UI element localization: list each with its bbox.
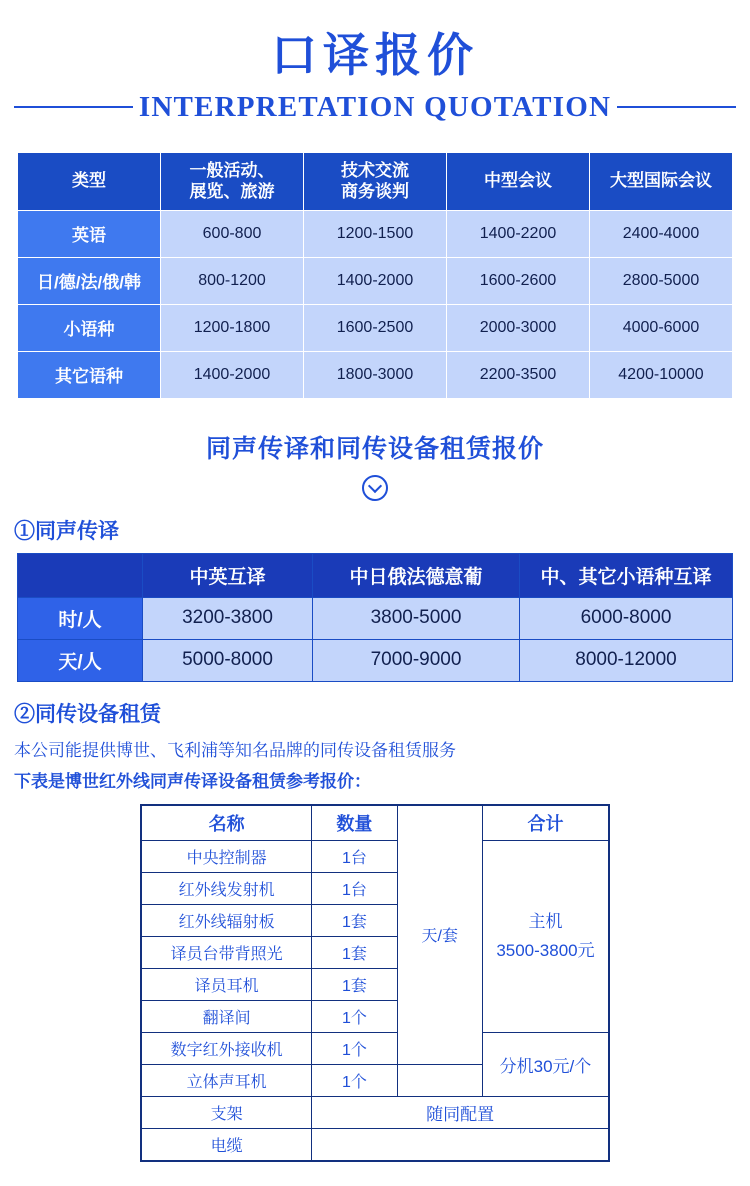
cell-value: 2000-3000 (447, 304, 590, 351)
col-header-zh-minor: 中、其它小语种互译 (520, 553, 733, 597)
table-row (18, 210, 733, 257)
col-header-total: 合计 (482, 805, 609, 841)
page-subtitle: INTERPRETATION QUOTATION (138, 90, 612, 123)
item-qty: 1台 (312, 841, 397, 873)
cell-value: 600-800 (161, 210, 304, 257)
cell-value: 7000-9000 (313, 639, 520, 681)
cell-value: 2400-4000 (590, 210, 733, 257)
simultaneous-price-table (17, 553, 733, 682)
col-header-type: 类型 (18, 152, 161, 210)
cell-value: 3800-5000 (313, 597, 520, 639)
section-title: 同声传译和同传设备租赁报价 (205, 434, 544, 463)
item-qty: 1个 (312, 1065, 397, 1097)
item-name: 译员耳机 (141, 969, 312, 1001)
table-header-row (141, 805, 609, 841)
cell-value: 1400-2000 (304, 257, 447, 304)
table-row (18, 257, 733, 304)
col-header-name: 名称 (141, 805, 312, 841)
row-label: 小语种 (18, 304, 161, 351)
chevron-down-circle-icon (362, 475, 388, 501)
table-row (18, 304, 733, 351)
equipment-price-table (140, 804, 610, 1162)
cell-value: 2200-3500 (447, 351, 590, 398)
interpretation-price-table (17, 152, 733, 399)
item-name: 支架 (141, 1097, 312, 1129)
item-qty: 1套 (312, 905, 397, 937)
col-header-zh-multi: 中日俄法德意葡 (313, 553, 520, 597)
col-header-medium-conference: 中型会议 (447, 152, 590, 210)
table-row (18, 597, 733, 639)
item-name: 红外线辐射板 (141, 905, 312, 937)
cell-value: 4000-6000 (590, 304, 733, 351)
item-name: 数字红外接收机 (141, 1033, 312, 1065)
divider-left (14, 106, 133, 108)
item-name: 译员台带背照光 (141, 937, 312, 969)
cell-value: 2800-5000 (590, 257, 733, 304)
equipment-note-2: 下表是博世红外线同声传译设备租赁参考报价： (14, 771, 371, 791)
table-row (141, 1033, 609, 1065)
item-name: 电缆 (141, 1129, 312, 1161)
cell-value: 1200-1500 (304, 210, 447, 257)
item-value (312, 1129, 609, 1161)
item-value: 随同配置 (312, 1097, 609, 1129)
equipment-note-1: 本公司能提供博世、飞利浦等知名品牌的同传设备租赁服务 (14, 740, 456, 760)
col-header-large-conference: 大型国际会议 (590, 152, 733, 210)
cell-value: 5000-8000 (143, 639, 313, 681)
item-name: 立体声耳机 (141, 1065, 312, 1097)
total-sub: 分机30元/个 (482, 1033, 609, 1097)
col-header-blank (18, 553, 143, 597)
cell-value: 6000-8000 (520, 597, 733, 639)
subtitle-row (0, 91, 750, 124)
row-label: 天/人 (18, 639, 143, 681)
cell-unit: 天/套 (397, 805, 482, 1065)
cell-value: 800-1200 (161, 257, 304, 304)
cell-value: 4200-10000 (590, 351, 733, 398)
equipment-heading: ②同传设备租赁 (14, 702, 161, 726)
total-main: 主机 3500-3800元 (482, 841, 609, 1033)
cell-value: 8000-12000 (520, 639, 733, 681)
cell-value: 1600-2600 (447, 257, 590, 304)
chevron-wrap (0, 475, 750, 501)
cell-value: 3200-3800 (143, 597, 313, 639)
item-name: 红外线发射机 (141, 873, 312, 905)
cell-value: 1800-3000 (304, 351, 447, 398)
item-qty: 1套 (312, 937, 397, 969)
col-header-technical: 技术交流 商务谈判 (304, 152, 447, 210)
page-title: 口译报价 (271, 29, 479, 81)
table-row (141, 1129, 609, 1161)
divider-right (617, 106, 736, 108)
col-header-qty: 数量 (312, 805, 397, 841)
cell-value: 1200-1800 (161, 304, 304, 351)
item-name: 中央控制器 (141, 841, 312, 873)
item-qty: 1台 (312, 873, 397, 905)
cell-value: 1400-2000 (161, 351, 304, 398)
item-name: 翻译间 (141, 1001, 312, 1033)
table-row (18, 639, 733, 681)
item-qty: 1个 (312, 1033, 397, 1065)
simultaneous-heading: ①同声传译 (14, 519, 119, 543)
row-label: 时/人 (18, 597, 143, 639)
item-qty: 1个 (312, 1001, 397, 1033)
cell-value: 1600-2500 (304, 304, 447, 351)
col-header-general: 一般活动、 展览、旅游 (161, 152, 304, 210)
table-row (141, 841, 609, 873)
table-header-row (18, 553, 733, 597)
table-row (18, 351, 733, 398)
row-label: 日/德/法/俄/韩 (18, 257, 161, 304)
col-header-zh-en: 中英互译 (143, 553, 313, 597)
table-header-row (18, 152, 733, 210)
row-label: 英语 (18, 210, 161, 257)
item-qty: 1套 (312, 969, 397, 1001)
table-row (141, 1097, 609, 1129)
row-label: 其它语种 (18, 351, 161, 398)
cell-value: 1400-2200 (447, 210, 590, 257)
